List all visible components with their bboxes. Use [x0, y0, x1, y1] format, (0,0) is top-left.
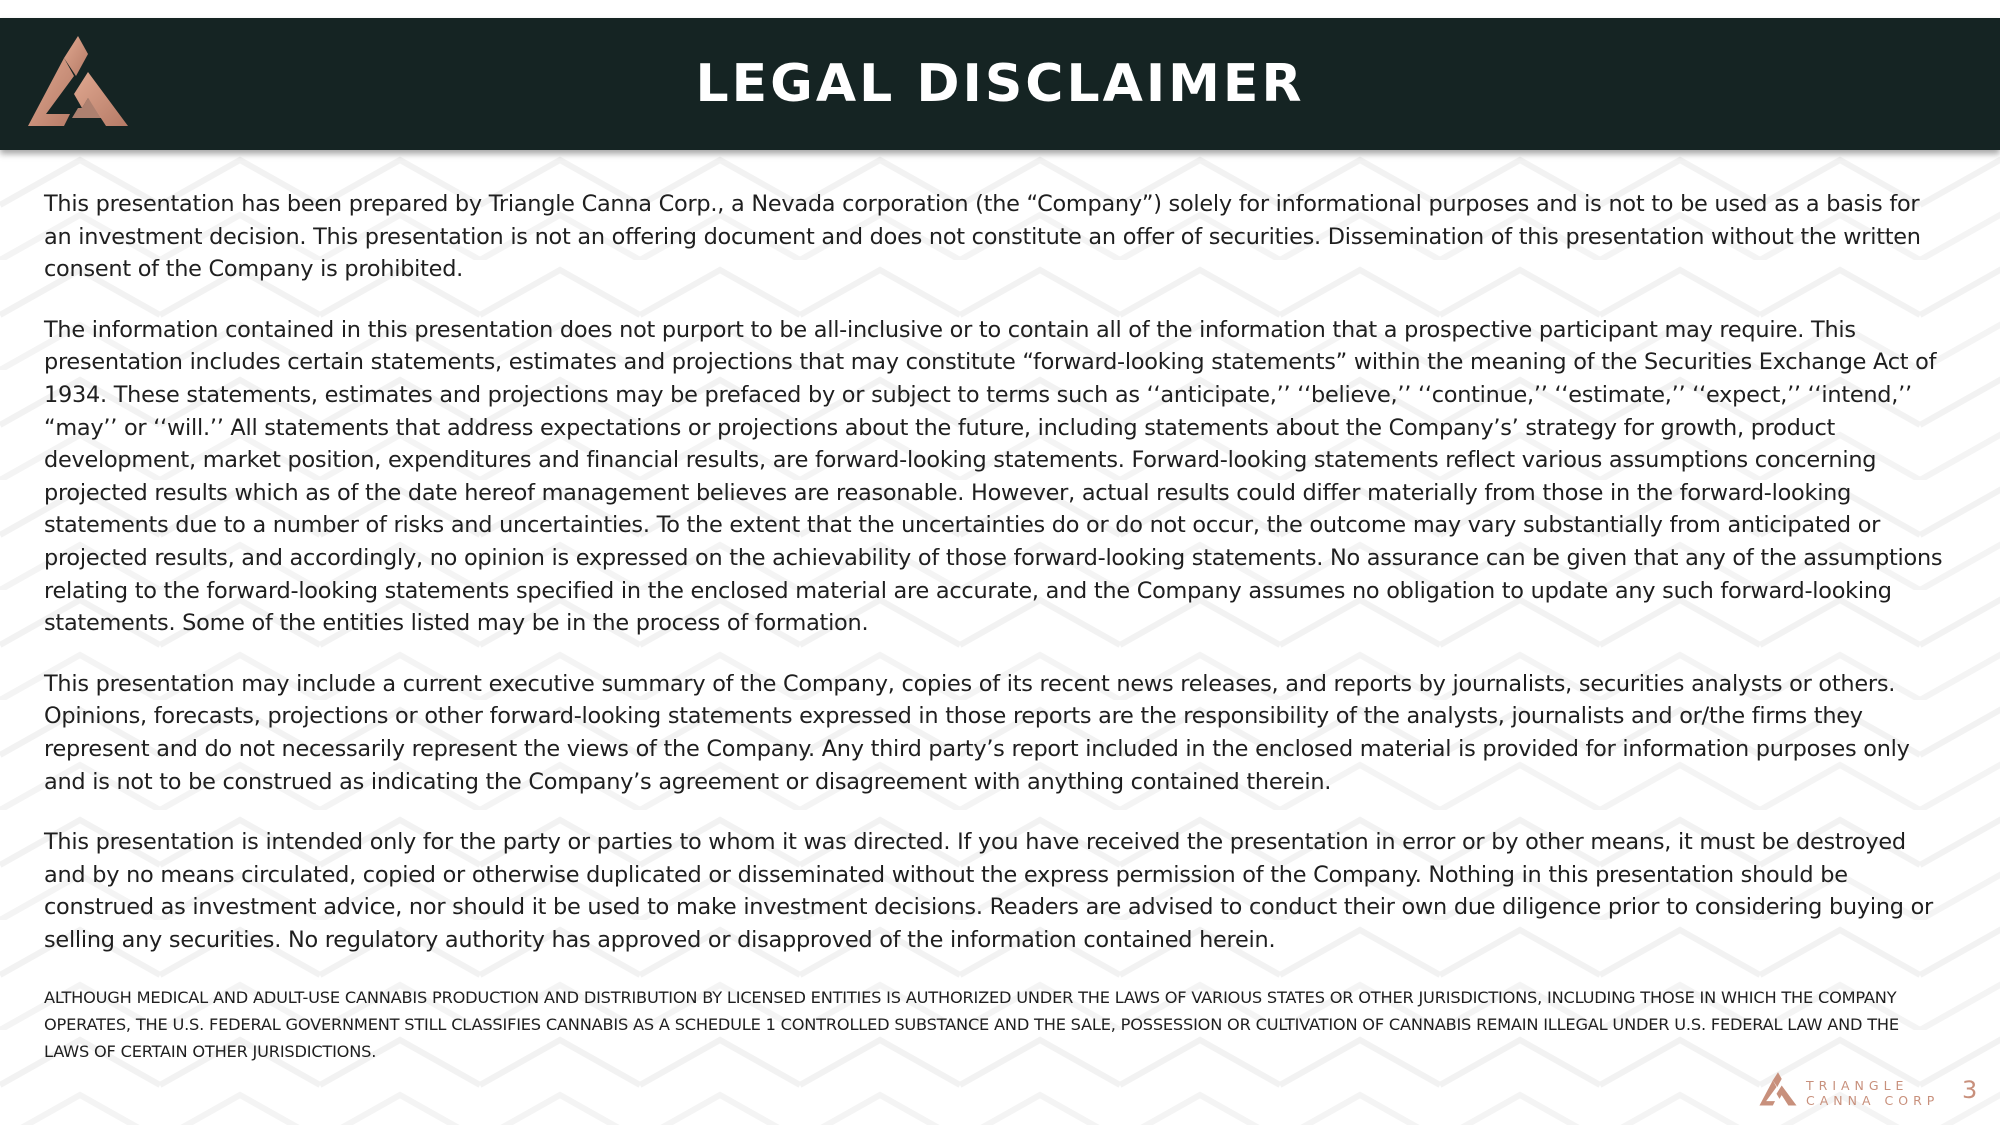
paragraph-third-party-reports: This presentation may include a current executive summary of the Company, copies of its recent news releases, and reports by journalists, securities analysts or others. Opinions, forecasts, projections or other forward-looking statements expressed in those reports are the responsibility of the analysts, journalists and or/the firms they represent and do not necessarily represent the views of the Company. Any third party’s report included in the enclosed material is provided for information purposes only and is not to be construed as indicating the Company’s agreement or disagreement with anything contained therein.: [44, 670, 1910, 795]
footer-brand-line2: CANNA CORP: [1806, 1093, 1940, 1108]
paragraph-distribution: This presentation is intended only for the party or parties to whom it was directed. If you have received the presentation in error or by other means, it must be destroyed and by no means circulated, copied or otherwise duplicated or disseminated without the express permission of the Company. Nothing in this presentation should be construed as investment advice, nor should it be used to make investment decisions. Readers are advised to conduct their own due diligence prior to considering buying or selling any securities. No regulatory authority has approved or disapproved of the information contained herein.: [44, 829, 1933, 953]
footer-brand-name: [1806, 1078, 1939, 1108]
paragraph-forward-looking: The information contained in this presentation does not purport to be all-inclusive or to contain all of the information that a prospective participant may require. This presentation includes certain statements, estimates and projections that may constitute “forward-looking statements” within the meaning of the Securities Exchange Act of 1934. These statements, estimates and projections may be prefaced by or subject to terms such as ‘‘anticipate,’’ ‘‘believe,’’ ‘‘continue,’’ ‘‘estimate,’’ ‘‘expect,’’ ‘‘intend,’’ “may’’ or ‘‘will.’’ All statements that address expectations or projections about the future, including statements about the Company’s’ strategy for growth, product development, market position, expenditures and financial results, are forward-looking statements. Forward-looking statements reflect various assumptions concerning projected results which as of the date hereof management believes are reasonable. However, actual results could differ materially from those in the forward-looking statements due to a number of risks and uncertainties. To the extent that the uncertainties do or do not occur, the outcome may vary substantially from anticipated or projected results, and accordingly, no opinion is expressed on the achievability of those forward-looking statements. No assurance can be given that any of the assumptions relating to the forward-looking statements specified in the enclosed material are accurate, and the Company assumes no obligation to update any such forward-looking statements. Some of the entities listed may be in the process of formation.: [44, 316, 1943, 637]
triangle-canna-small-logo-icon: [1758, 1072, 1798, 1108]
cannabis-legal-notice: ALTHOUGH MEDICAL AND ADULT-USE CANNABIS PRODUCTION AND DISTRIBUTION BY LICENSED ENTITIES IS AUTHORIZED UNDER THE LAWS OF VARIOUS STATES OR OTHER JURISDICTIONS, INCLUDING THOSE IN WHICH THE COMPANY OPERATES, THE U.S. FEDERAL GOVERNMENT STILL CLASSIFIES CANNABIS AS A SCHEDULE 1 CONTROLLED SUBSTANCE AND THE SALE, POSSESSION OR CULTIVATION OF CANNABIS REMAIN ILLEGAL UNDER U.S. FEDERAL LAW AND THE LAWS OF CERTAIN OTHER JURISDICTIONS.: [44, 988, 1899, 1062]
page-title: LEGAL DISCLAIMER: [695, 54, 1305, 114]
header-bar: [0, 18, 2000, 150]
paragraph-purpose: This presentation has been prepared by Triangle Canna Corp., a Nevada corporation (the “Company”) solely for informational purposes and is not to be used as a basis for an investment decision. This presentation is not an offering document and does not constitute an offer of securities. Dissemination of this presentation without the written consent of the Company is prohibited.: [44, 191, 1921, 283]
footer-brand-line1: TRIANGLE: [1806, 1078, 1909, 1093]
page-number: 3: [1962, 1076, 1978, 1104]
disclaimer-body: [44, 188, 1944, 1065]
